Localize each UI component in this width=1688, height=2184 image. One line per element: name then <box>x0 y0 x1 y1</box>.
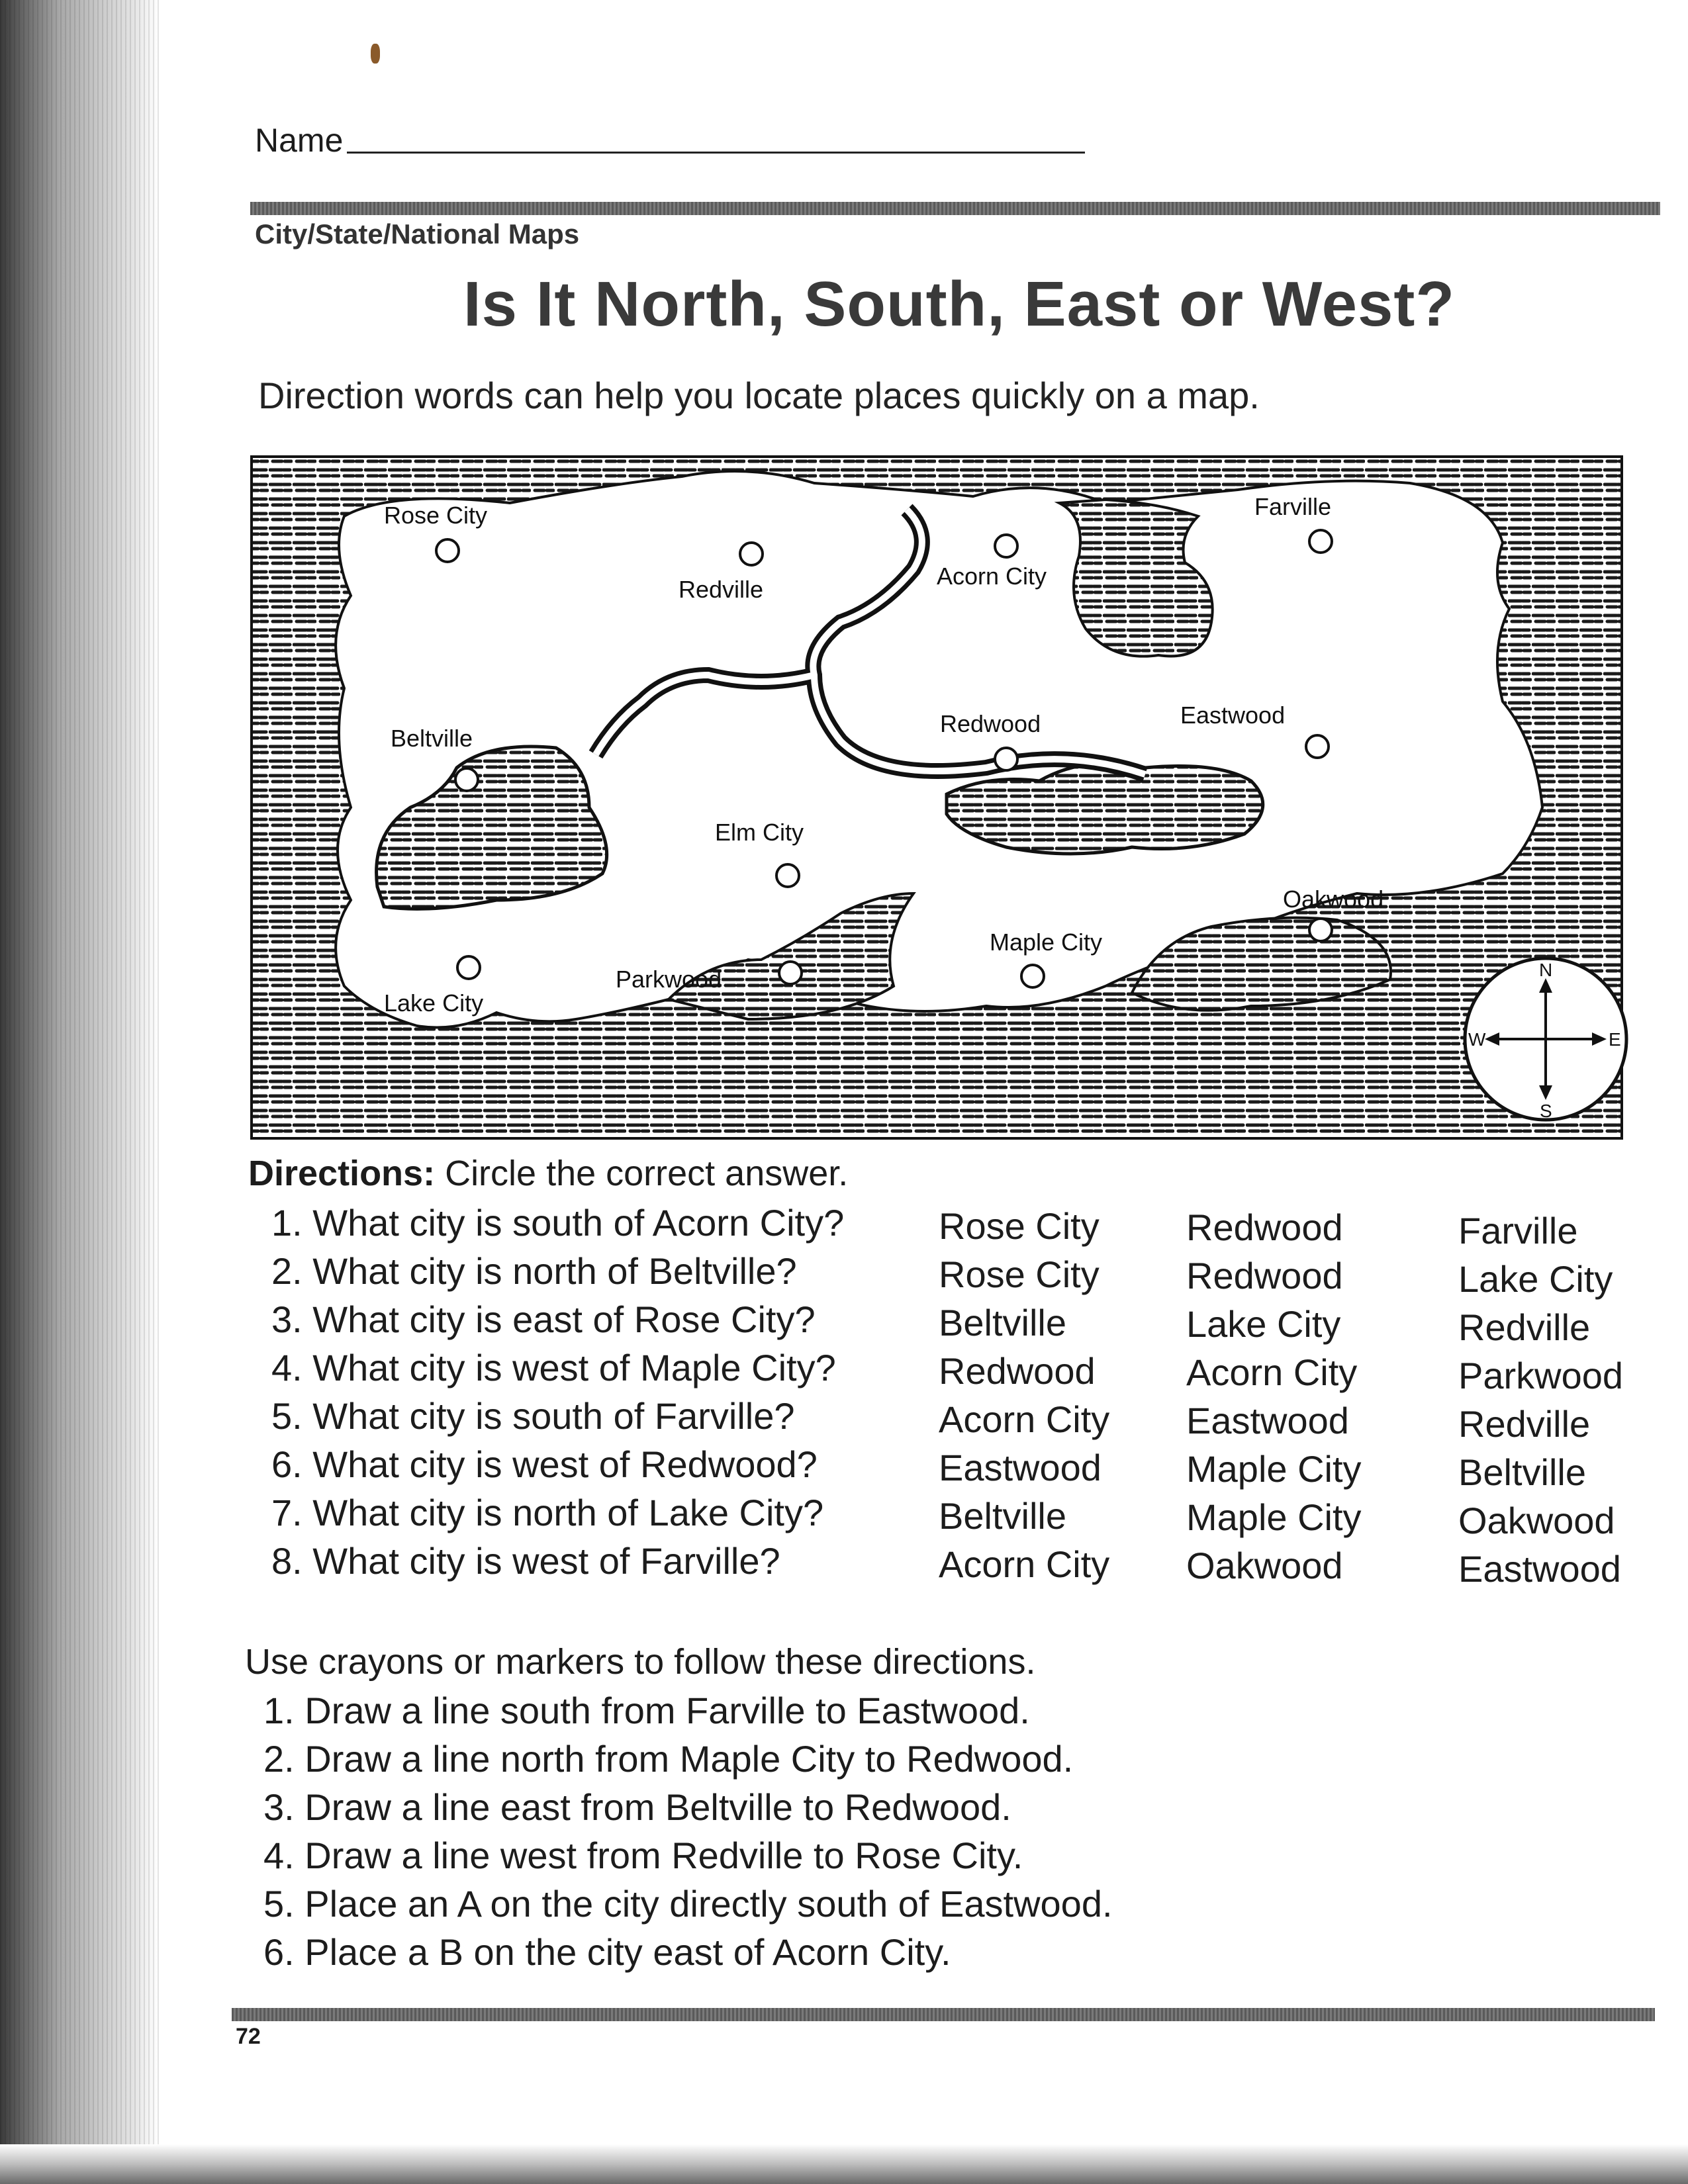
answer-option[interactable]: Eastwood <box>1458 1548 1621 1590</box>
answer-option[interactable]: Beltville <box>1458 1451 1586 1493</box>
city-marker <box>779 962 802 984</box>
crayon-task-1: 1. Draw a line south from Farville to Eastwood. <box>263 1690 1030 1731</box>
city-label: Redwood <box>940 710 1041 737</box>
city-label: Eastwood <box>1180 702 1286 729</box>
city-label: Farville <box>1254 493 1332 520</box>
book-edge <box>0 0 159 2184</box>
north-bay <box>1059 500 1213 657</box>
city-label: Beltville <box>391 725 473 752</box>
answer-option[interactable]: Rose City <box>939 1205 1100 1247</box>
city-label: Parkwood <box>616 966 722 993</box>
name-row <box>255 113 1085 159</box>
answer-option[interactable]: Maple City <box>1186 1448 1362 1490</box>
answer-option[interactable]: Redville <box>1458 1403 1591 1445</box>
answer-option[interactable]: Lake City <box>1186 1303 1341 1345</box>
city-lake-city[interactable] <box>384 956 483 1017</box>
question-8: 8. What city is west of Farville? <box>271 1540 780 1582</box>
question-4: 4. What city is west of Maple City? <box>271 1347 836 1388</box>
answer-option[interactable]: Redwood <box>1186 1206 1343 1248</box>
directions-label: Directions: <box>248 1154 436 1193</box>
city-marker <box>1306 735 1329 758</box>
city-marker <box>995 748 1017 770</box>
west-lake <box>377 747 607 909</box>
city-marker <box>1309 530 1332 553</box>
river-inner <box>596 510 1145 774</box>
city-label: Acorn City <box>937 563 1047 590</box>
city-elm-city[interactable] <box>715 819 804 887</box>
compass-north: N <box>1539 960 1553 980</box>
city-redville[interactable] <box>679 543 763 603</box>
ink-smudge <box>371 44 380 64</box>
city-marker <box>457 956 480 979</box>
city-marker <box>1309 919 1332 941</box>
answer-option[interactable]: Redwood <box>1186 1255 1343 1297</box>
crayon-task-5: 5. Place an A on the city directly south of Eastwood. <box>263 1883 1113 1925</box>
answer-option[interactable]: Eastwood <box>1186 1400 1349 1441</box>
answer-option[interactable]: Parkwood <box>1458 1355 1624 1396</box>
crayon-heading: Use crayons or markers to follow these directions. <box>245 1642 1036 1682</box>
city-marker <box>995 535 1017 557</box>
answer-option[interactable]: Farville <box>1458 1210 1578 1251</box>
answer-option[interactable]: Beltville <box>939 1302 1066 1343</box>
answer-option[interactable]: Redville <box>1458 1306 1591 1348</box>
answer-option[interactable]: Rose City <box>939 1253 1100 1295</box>
crayon-task-2: 2. Draw a line north from Maple City to Redwood. <box>263 1738 1074 1780</box>
crayon-task-3: 3. Draw a line east from Beltville to Redwood. <box>263 1786 1011 1828</box>
compass-east: E <box>1609 1029 1621 1050</box>
city-marker <box>436 539 459 562</box>
compass-south: S <box>1540 1101 1552 1121</box>
city-marker <box>1021 965 1044 987</box>
city-acorn-city[interactable] <box>937 535 1047 590</box>
city-eastwood[interactable] <box>1180 702 1329 758</box>
answer-option[interactable]: Lake City <box>1458 1258 1613 1300</box>
answer-option[interactable]: Oakwood <box>1186 1545 1343 1586</box>
city-beltville[interactable] <box>391 725 478 791</box>
answer-option[interactable]: Eastwood <box>939 1447 1102 1488</box>
answer-option[interactable]: Acorn City <box>1186 1351 1358 1393</box>
east-lake <box>947 763 1263 854</box>
question-7: 7. What city is north of Lake City? <box>271 1492 824 1533</box>
city-label: Elm City <box>715 819 804 846</box>
answer-option[interactable]: Oakwood <box>1458 1500 1615 1541</box>
answer-option[interactable]: Redwood <box>939 1350 1096 1392</box>
city-label: Lake City <box>384 989 484 1017</box>
intro-text: Direction words can help you locate places quickly on a map. <box>258 375 1260 416</box>
directions-heading <box>248 1153 848 1194</box>
compass-west: W <box>1468 1029 1486 1050</box>
crayon-task-6: 6. Place a B on the city east of Acorn City. <box>263 1931 951 1973</box>
river <box>596 510 1145 774</box>
city-marker <box>776 864 799 887</box>
question-1: 1. What city is south of Acorn City? <box>271 1202 845 1244</box>
city-marker <box>740 543 763 565</box>
crayon-task-4: 4. Draw a line west from Redville to Rose City. <box>263 1835 1023 1876</box>
question-5: 5. What city is south of Farville? <box>271 1395 795 1437</box>
page-title: Is It North, South, East or West? <box>463 269 1455 340</box>
city-marker <box>455 768 478 791</box>
city-label: Oakwood <box>1283 886 1384 913</box>
south-shore <box>669 893 914 1019</box>
city-maple-city[interactable] <box>990 929 1102 987</box>
answer-option[interactable]: Maple City <box>1186 1496 1362 1538</box>
page-number: 72 <box>236 2024 261 2049</box>
name-label: Name <box>255 122 344 159</box>
city-farville[interactable] <box>1254 493 1332 553</box>
question-3: 3. What city is east of Rose City? <box>271 1298 816 1340</box>
section-label: City/State/National Maps <box>255 218 580 250</box>
city-rose-city[interactable] <box>384 502 487 562</box>
city-label: Maple City <box>990 929 1103 956</box>
question-2: 2. What city is north of Beltville? <box>271 1250 797 1292</box>
question-6: 6. What city is west of Redwood? <box>271 1443 818 1485</box>
header-band <box>250 202 1660 215</box>
city-label: Rose City <box>384 502 488 529</box>
map <box>245 437 1662 1152</box>
answer-option[interactable]: Acorn City <box>939 1398 1110 1440</box>
city-label: Redville <box>679 576 764 603</box>
answer-option[interactable]: Acorn City <box>939 1543 1110 1585</box>
compass-rose <box>1465 958 1626 1121</box>
footer-band <box>232 2008 1655 2021</box>
page-bottom-edge <box>0 2144 1688 2184</box>
answer-option[interactable]: Beltville <box>939 1495 1066 1537</box>
name-blank-line[interactable] <box>347 152 1085 154</box>
directions-text: Circle the correct answer. <box>435 1154 849 1193</box>
